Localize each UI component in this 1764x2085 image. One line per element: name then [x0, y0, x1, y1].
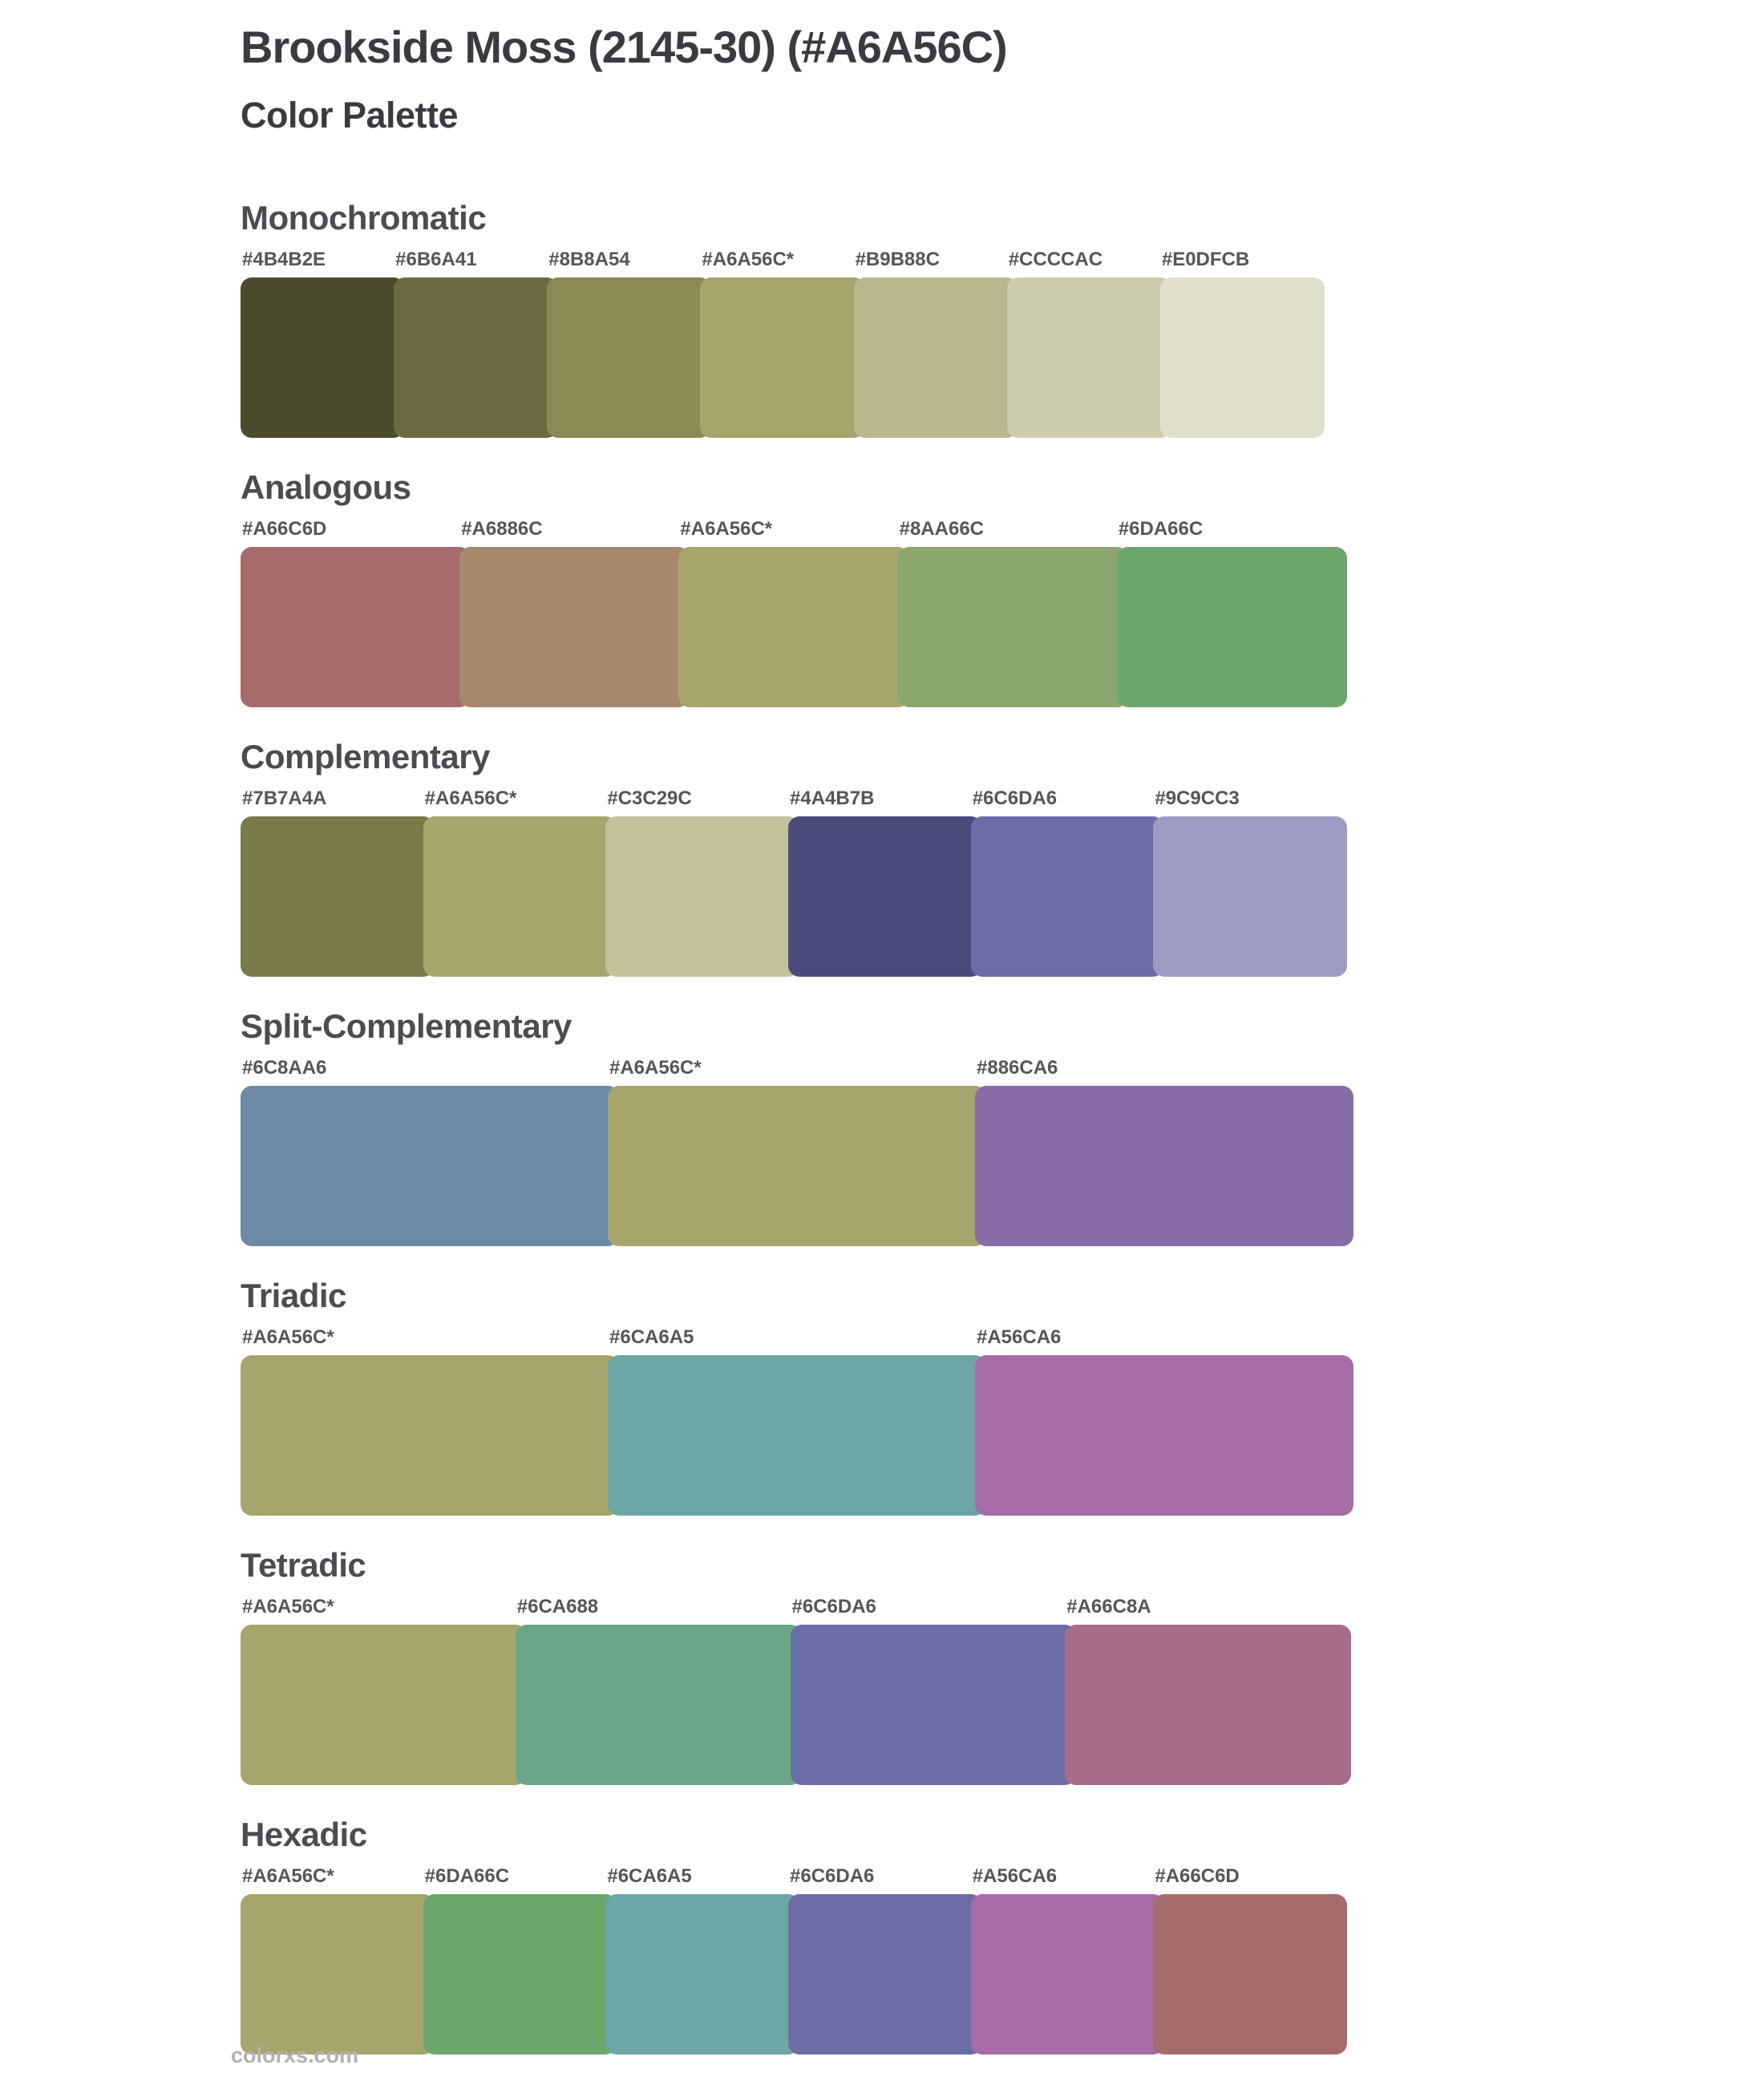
color-column — [547, 249, 711, 438]
color-column — [1065, 1596, 1351, 1785]
hex-code-label: #A6A56C* — [680, 517, 773, 540]
color-swatch[interactable] — [241, 547, 471, 707]
hex-code-label: #B9B88C — [855, 248, 940, 270]
swatch-row — [241, 787, 1347, 977]
hex-code-label: #A6A56C* — [242, 1326, 334, 1349]
color-column — [678, 518, 908, 707]
hex-code-label: #886CA6 — [977, 1057, 1058, 1079]
color-column — [516, 1596, 802, 1785]
section-heading-triadic: Triadic — [241, 1277, 346, 1315]
hex-code-label: #CCCCAC — [1008, 248, 1103, 270]
color-column — [1153, 1865, 1347, 2055]
palette-section — [241, 470, 1764, 707]
hex-code-label: #8B8A54 — [548, 248, 630, 270]
hex-code-label: #4B4B2E — [242, 248, 326, 270]
hex-code-label: #A66C6D — [1155, 1865, 1240, 1888]
hex-code-label: #A6A56C* — [702, 248, 795, 270]
hex-code-label: #6C8AA6 — [242, 1057, 327, 1079]
hex-code-label: #A56CA6 — [972, 1865, 1058, 1888]
color-swatch[interactable] — [605, 816, 799, 977]
color-swatch[interactable] — [423, 816, 617, 977]
color-swatch[interactable] — [971, 816, 1165, 977]
color-column — [971, 1865, 1165, 2055]
color-swatch[interactable] — [1153, 816, 1347, 977]
color-column — [241, 787, 435, 977]
color-swatch[interactable] — [1117, 547, 1347, 707]
color-column — [791, 1596, 1077, 1785]
color-swatch[interactable] — [975, 1086, 1353, 1246]
color-column — [971, 787, 1165, 977]
color-swatch[interactable] — [1007, 277, 1171, 438]
palette-section — [241, 200, 1764, 438]
color-column — [608, 1057, 986, 1246]
page-subtitle: Color Palette — [241, 94, 459, 136]
color-column — [605, 787, 799, 977]
color-column — [898, 518, 1128, 707]
palette-section — [241, 739, 1764, 977]
color-column — [788, 1865, 982, 2055]
swatch-row — [241, 518, 1347, 707]
swatch-row — [241, 1865, 1347, 2055]
color-column — [1117, 518, 1347, 707]
color-swatch[interactable] — [241, 816, 435, 977]
color-column — [1153, 787, 1347, 977]
hex-code-label: #A66C8A — [1066, 1596, 1151, 1618]
swatch-row — [241, 1326, 1353, 1516]
color-swatch[interactable] — [547, 277, 711, 438]
color-swatch[interactable] — [459, 547, 690, 707]
hex-code-label: #A6A56C* — [242, 1865, 334, 1888]
hex-code-label: #A6A56C* — [424, 787, 517, 810]
hex-code-label: #A6A56C* — [242, 1596, 334, 1618]
color-column — [1160, 249, 1325, 438]
hex-code-label: #6CA688 — [516, 1596, 599, 1618]
color-swatch[interactable] — [605, 1894, 799, 2055]
hex-code-label: #A56CA6 — [977, 1326, 1062, 1349]
color-column — [241, 1057, 619, 1246]
swatch-row — [241, 1596, 1351, 1785]
color-column — [975, 1057, 1353, 1246]
color-column — [241, 518, 471, 707]
section-heading-hexadic: Hexadic — [241, 1816, 367, 1854]
hex-code-label: #6DA66C — [424, 1865, 510, 1888]
color-swatch[interactable] — [854, 277, 1018, 438]
color-column — [241, 249, 405, 438]
color-column — [975, 1326, 1353, 1516]
color-swatch[interactable] — [971, 1894, 1165, 2055]
color-swatch[interactable] — [394, 277, 558, 438]
color-column — [608, 1326, 986, 1516]
color-swatch[interactable] — [516, 1625, 802, 1785]
palette-sections — [241, 200, 1764, 2055]
color-swatch[interactable] — [700, 277, 864, 438]
section-heading-complementary: Complementary — [241, 737, 490, 775]
color-column — [423, 1865, 617, 2055]
palette-section — [241, 1548, 1764, 1785]
hex-code-label: #A6A56C* — [609, 1057, 702, 1079]
color-swatch[interactable] — [241, 1894, 435, 2055]
hex-code-label: #6DA66C — [1118, 517, 1204, 540]
color-swatch[interactable] — [241, 277, 405, 438]
hex-code-label: #A6886C — [461, 517, 543, 540]
color-column — [241, 1326, 619, 1516]
hex-code-label: #6C6DA6 — [790, 1865, 875, 1888]
color-swatch[interactable] — [898, 547, 1128, 707]
hex-code-label: #9C9CC3 — [1155, 787, 1240, 810]
hex-code-label: #4A4B7B — [790, 787, 875, 810]
footer-brand-link[interactable]: colorxs.com — [231, 2043, 359, 2067]
color-swatch[interactable] — [678, 547, 908, 707]
color-swatch[interactable] — [608, 1355, 986, 1516]
color-swatch[interactable] — [423, 1894, 617, 2055]
hex-code-label: #E0DFCB — [1161, 248, 1250, 270]
hex-code-label: #6B6A41 — [395, 248, 477, 270]
color-swatch[interactable] — [241, 1625, 527, 1785]
color-column — [394, 249, 558, 438]
section-heading-tetradic: Tetradic — [241, 1546, 366, 1585]
color-swatch[interactable] — [788, 816, 982, 977]
color-swatch[interactable] — [975, 1355, 1353, 1516]
color-column — [788, 787, 982, 977]
color-swatch[interactable] — [608, 1086, 986, 1246]
color-column — [605, 1865, 799, 2055]
section-heading-monochromatic: Monochromatic — [241, 198, 487, 237]
hex-code-label: #6CA6A5 — [609, 1326, 694, 1349]
hex-code-label: #7B7A4A — [242, 787, 327, 810]
color-swatch[interactable] — [1065, 1625, 1351, 1785]
hex-code-label: #6C6DA6 — [791, 1596, 876, 1618]
hex-code-label: #A66C6D — [242, 517, 327, 540]
color-column — [241, 1865, 435, 2055]
color-swatch[interactable] — [1160, 277, 1325, 438]
page-title: Brookside Moss (2145-30) (#A6A56C) — [241, 22, 1007, 72]
color-swatch[interactable] — [241, 1355, 619, 1516]
color-column — [423, 787, 617, 977]
palette-section — [241, 1009, 1764, 1246]
palette-section — [241, 1278, 1764, 1516]
color-column — [459, 518, 690, 707]
color-swatch[interactable] — [1153, 1894, 1347, 2055]
color-swatch[interactable] — [788, 1894, 982, 2055]
hex-code-label: #8AA66C — [899, 517, 984, 540]
color-column — [854, 249, 1018, 438]
color-swatch[interactable] — [791, 1625, 1077, 1785]
hex-code-label: #6CA6A5 — [607, 1865, 692, 1888]
section-heading-split-complementary: Split-Complementary — [241, 1007, 572, 1046]
section-heading-analogous: Analogous — [241, 468, 411, 506]
swatch-row — [241, 1057, 1353, 1246]
color-column — [700, 249, 864, 438]
hex-code-label: #C3C29C — [607, 787, 692, 810]
hex-code-label: #6C6DA6 — [972, 787, 1058, 810]
swatch-row — [241, 249, 1325, 438]
palette-section — [241, 1817, 1764, 2055]
color-swatch[interactable] — [241, 1086, 619, 1246]
color-column — [241, 1596, 527, 1785]
color-column — [1007, 249, 1171, 438]
